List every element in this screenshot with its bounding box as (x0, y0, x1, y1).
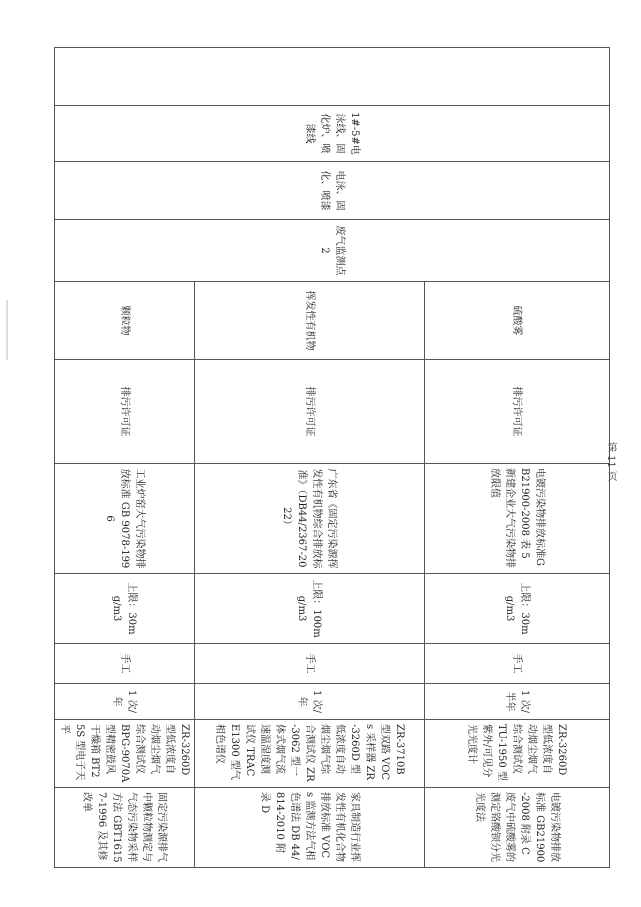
instrument-cell: ZR-3260D 型低浓度自动烟尘烟气综合测试仪 TU-1950 型紫外/可见分光光度计 (425, 720, 610, 788)
monitoring-table (54, 47, 610, 868)
process-cell: 电泳、固化、喷漆 (55, 162, 610, 220)
line-cell: 1#-5#电泳线、固化炉、喷漆线 (55, 106, 610, 162)
standard-cell: 电镀污染物排放标准GB21900-2008 表 5 新建企业大气污染物排放限值 (425, 464, 610, 574)
analysis-cell: 家具制造行业挥发性有机化合物排放标准 VOCs 监测方法气相色谱法 DB 44/814-2010 附录 D (195, 788, 425, 868)
permit-cell: 排污许可证 (55, 360, 195, 464)
scan-edge-mark (6, 300, 8, 360)
table-row (425, 48, 610, 868)
method-cell: 手工 (195, 644, 425, 684)
limit-cell: 上限：30mg/m3 (55, 574, 195, 644)
analysis-cell: 固定污染源排气中颗粒物测定与气态污染物采样方法 GBT16157-1996 及其修改单 (55, 788, 195, 868)
standard-cell: 工业炉窑大气污染物排放标准 GB 9078-1996 (55, 464, 195, 574)
limit-cell: 上限：100mg/m3 (195, 574, 425, 644)
pollutant-cell: 颗粒物 (55, 282, 195, 360)
limit-cell: 上限：30mg/m3 (425, 574, 610, 644)
page-number: 第 11 页 (605, 442, 616, 482)
monitor-point-cell: 废气监测点 2 (55, 220, 610, 282)
frequency-cell: 1 次/半年 (425, 684, 610, 720)
method-cell: 手工 (55, 644, 195, 684)
blank-cell (55, 48, 610, 106)
pollutant-cell: 硫酸雾 (425, 282, 610, 360)
frequency-cell: 1 次/年 (55, 684, 195, 720)
rotated-table-wrapper (55, 47, 610, 867)
permit-cell: 排污许可证 (195, 360, 425, 464)
instrument-cell: ZR-3710B 型双路 VOCs 采样器 ZR-3260D 型低浓度自动烟尘烟气综合测试仪 ZR-3062 型一体式烟气流速温湿度测试仪 TRACE1300 型气相色谱仪 (195, 720, 425, 788)
frequency-cell: 1 次/年 (195, 684, 425, 720)
analysis-cell: 电镀污染物排放标准 GB21900-2008 附录 C 废气中硫酸雾的测定铬酸钡分光光度法 (425, 788, 610, 868)
method-cell: 手工 (425, 644, 610, 684)
permit-cell: 排污许可证 (425, 360, 610, 464)
standard-cell: 广东省《固定污染源挥发性有机物综合排放标准》（DB44/2367-2022） (195, 464, 425, 574)
pollutant-cell: 挥发性有机物 (195, 282, 425, 360)
instrument-cell: ZR-3260D 型低浓度自动烟尘烟气综合测试仪 BPG-9070A 型精密鼓风干燥箱 BT25S 型电子天平 (55, 720, 195, 788)
